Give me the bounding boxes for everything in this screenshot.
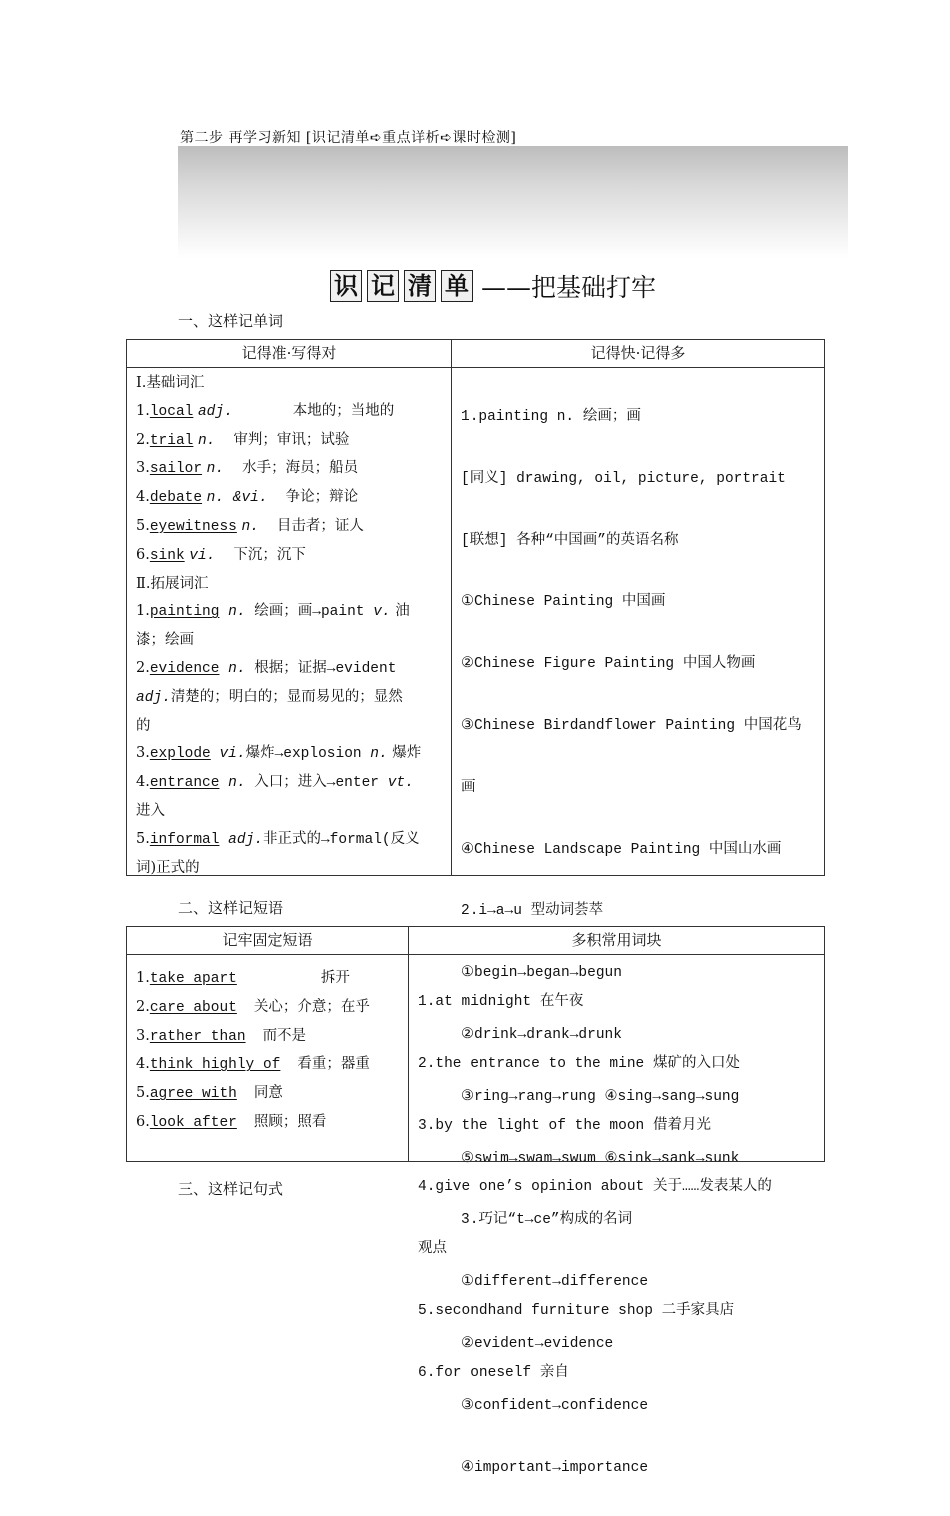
- memory-line: ④important→importance: [461, 1459, 649, 1476]
- memory-line: ⑤swim→swam→swum ⑥sink→sank→sunk: [461, 1150, 740, 1167]
- memory-line: ①different→difference: [461, 1274, 649, 1291]
- phrase-item: 3.rather than 而不是: [136, 1027, 307, 1045]
- memory-line: [同义] drawing, oil, picture, portrait: [461, 470, 786, 487]
- memory-line: [联想] 各种“中国画”的英语名称: [461, 532, 679, 549]
- section-title-words: 一、这样记单词: [178, 312, 284, 330]
- banner-title: [330, 268, 656, 304]
- memory-line: ③ring→rang→rung ④sing→sang→sung: [461, 1088, 740, 1105]
- vocab-item-cont: 的: [136, 717, 151, 734]
- vocab-item-cont: adj.清楚的；明白的；显而易见的；显然: [136, 688, 403, 706]
- banner-graphic: [178, 146, 848, 258]
- basic-vocab-heading: Ⅰ.基础词汇: [136, 375, 205, 391]
- vocab-item: 1.painting n. 绘画；画→paint v. 油: [136, 603, 410, 621]
- vocab-item: 4.debate n. &vi. 争论；辩论: [136, 489, 359, 507]
- chunk-line: 5.secondhand furniture shop 二手家具店: [418, 1302, 735, 1319]
- title-char: 记: [367, 270, 399, 302]
- title-subtext: ——把基础打牢: [481, 273, 657, 302]
- title-char: 单: [441, 270, 473, 302]
- section-title-phrases: 二、这样记短语: [178, 899, 284, 917]
- title-char: 清: [404, 270, 436, 302]
- page-header: 第二步 再学习新知 [识记清单➪重点详析➪课时检测]: [180, 130, 517, 146]
- phrase-item: 2.care about 关心；介意；在乎: [136, 998, 370, 1016]
- memory-line: 画: [461, 779, 476, 796]
- vocab-item: 6.sink vi. 下沉；沉下: [136, 546, 306, 564]
- memory-line: ②Chinese Figure Painting 中国人物画: [461, 656, 756, 673]
- memory-line: ②drink→drank→drunk: [461, 1026, 622, 1043]
- vocab-item: 1.local adj. 本地的；当地的: [136, 402, 395, 420]
- vocab-item-cont: 漆；绘画: [136, 632, 194, 649]
- chunk-line: 3.by the light of the moon 借着月光: [418, 1117, 711, 1134]
- memory-line: 2.i→a→u 型动词荟萃: [461, 903, 604, 920]
- phrase-item: 4.think highly of 看重；器重: [136, 1056, 370, 1074]
- memory-line: 1.painting n. 绘画；画: [461, 409, 641, 425]
- title-char: 识: [330, 270, 362, 302]
- chunk-line: 4.give one’s opinion about 关于……发表某人的: [418, 1179, 772, 1196]
- memory-line: ③Chinese Birdandflower Painting 中国花鸟: [461, 717, 802, 734]
- phrase-item: 5.agree with 同意: [136, 1085, 283, 1103]
- vocab-item: 5.informal adj.非正式的→formal(反义: [136, 830, 420, 848]
- vocab-item: 3.explode vi.爆炸→explosion n. 爆炸: [136, 745, 422, 763]
- vocab-left-header: 记得准·写得对: [127, 340, 452, 368]
- phrase-item: 1.take apart 拆开: [136, 970, 350, 987]
- vocab-item-cont: 词)正式的: [136, 859, 200, 876]
- phrase-item: 6.look after 照顾；照看: [136, 1113, 327, 1131]
- chunk-line: 观点: [418, 1241, 447, 1258]
- vocab-item: 2.trial n. 审判；审讯；试验: [136, 431, 350, 449]
- memory-line: 3.巧记“t→ce”构成的名词: [461, 1212, 633, 1229]
- memory-line: ①begin→began→begun: [461, 965, 622, 982]
- memory-line: ③confident→confidence: [461, 1397, 649, 1414]
- vocab-item-cont: 进入: [136, 802, 165, 819]
- phrases-left-cell: [127, 955, 409, 1162]
- vocab-item: 3.sailor n. 水手；海员；船员: [136, 460, 359, 478]
- phrases-left-header: 记牢固定短语: [127, 927, 409, 955]
- vocab-item: 5.eyewitness n. 目击者；证人: [136, 517, 364, 535]
- vocab-right-header: 记得快·记得多: [452, 340, 825, 368]
- phrases-right-header: 多积常用词块: [409, 927, 825, 955]
- memory-line: ②evident→evidence: [461, 1335, 614, 1352]
- vocab-left-cell: [127, 368, 452, 876]
- vocab-item: 4.entrance n. 入口；进入→enter vt.: [136, 774, 414, 792]
- vocab-item: 2.evidence n. 根据；证据→evident: [136, 659, 397, 677]
- chunk-line: 6.for oneself 亲自: [418, 1364, 569, 1381]
- section-title-sentences: 三、这样记句式: [178, 1180, 284, 1198]
- ext-vocab-heading: Ⅱ.拓展词汇: [136, 575, 209, 592]
- memory-line: ④Chinese Landscape Painting 中国山水画: [461, 841, 782, 858]
- chunk-line: 2.the entrance to the mine 煤矿的入口处: [418, 1055, 740, 1072]
- chunk-line: 1.at midnight 在午夜: [418, 994, 584, 1010]
- memory-line: ①Chinese Painting 中国画: [461, 594, 666, 611]
